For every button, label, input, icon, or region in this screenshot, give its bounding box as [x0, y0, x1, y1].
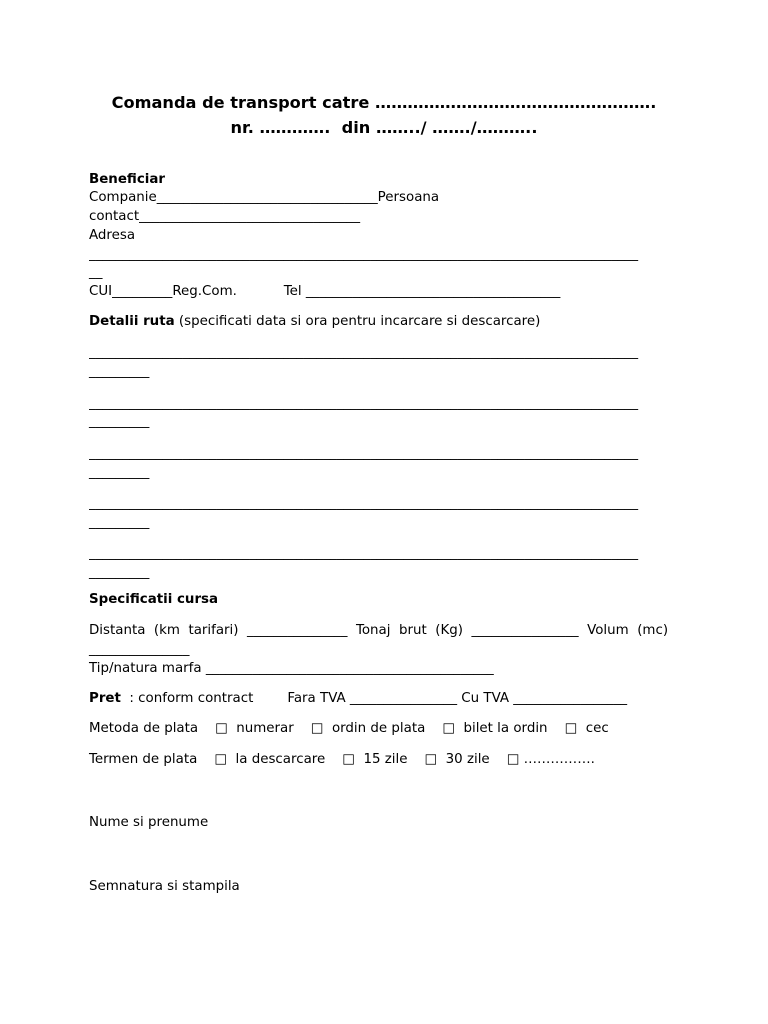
- route-row-4-tail[interactable]: _________: [89, 515, 150, 530]
- price-label: Pret: [89, 691, 121, 706]
- checkbox-bilet-la-ordin[interactable]: □: [442, 721, 455, 736]
- adresa-field-tail[interactable]: __: [89, 265, 103, 280]
- option-30-zile: 30 zile: [445, 752, 490, 767]
- route-details-note: (specificati data si ora pentru incarcare si descarcare): [174, 314, 541, 329]
- route-row-3-tail[interactable]: _________: [89, 465, 150, 480]
- form-title: Comanda de transport catre …………………………………………….: [111, 93, 657, 112]
- route-row-4[interactable]: __________________________________________________________________________________: [89, 496, 639, 511]
- price-field[interactable]: : conform contract Fara TVA ________________ Cu TVA _________________: [120, 691, 628, 706]
- volume-field-tail[interactable]: _______________: [89, 642, 190, 657]
- payment-method-label: Metoda de plata: [89, 721, 199, 736]
- route-row-2[interactable]: __________________________________________________________________________________: [89, 396, 639, 411]
- beneficiar-heading: Beneficiar: [89, 172, 165, 187]
- cargo-type-field[interactable]: Tip/natura marfa ___________________________________________: [89, 661, 494, 676]
- checkbox-30-zile[interactable]: □: [424, 752, 438, 767]
- signature-stamp-label: Semnatura si stampila: [89, 879, 240, 894]
- companie-field[interactable]: Companie_________________________________Persoana: [89, 190, 440, 205]
- option-ordin-de-plata: ordin de plata: [331, 721, 426, 736]
- route-row-1-tail[interactable]: _________: [89, 364, 150, 379]
- distance-weight-volume-field[interactable]: Distanta (km tarifari) _______________ Tonaj brut (Kg) ________________ Volum (mc): [89, 623, 669, 638]
- adresa-label: Adresa: [89, 228, 136, 243]
- option-la-descarcare: la descarcare: [235, 752, 326, 767]
- route-details-label: Detalii ruta: [89, 314, 175, 329]
- option-cec: cec: [585, 721, 609, 736]
- checkbox-numerar[interactable]: □: [215, 721, 228, 736]
- payment-term-label: Termen de plata: [89, 752, 198, 767]
- route-row-5-tail[interactable]: _________: [89, 565, 150, 580]
- route-row-1[interactable]: __________________________________________________________________________________: [89, 345, 639, 360]
- form-number-date: nr. …………. din ……../ ……./………..: [230, 118, 538, 137]
- checkbox-cec[interactable]: □: [564, 721, 578, 736]
- checkbox-15-zile[interactable]: □: [342, 752, 355, 767]
- option-15-zile: 15 zile: [363, 752, 408, 767]
- cui-regcom-tel-field[interactable]: CUI_________Reg.Com. Tel ______________________________________: [89, 284, 561, 299]
- name-label: Nume si prenume: [89, 815, 209, 830]
- route-row-3[interactable]: __________________________________________________________________________________: [89, 446, 639, 461]
- checkbox-ordin-de-plata[interactable]: □: [310, 721, 324, 736]
- option-other-term[interactable]: …………….: [523, 752, 595, 767]
- payment-term-row: [89, 751, 595, 769]
- checkbox-la-descarcare[interactable]: □: [214, 752, 228, 767]
- checkbox-other-term[interactable]: □: [506, 752, 520, 767]
- adresa-field[interactable]: __________________________________________________________________________________: [89, 247, 639, 262]
- trip-specs-heading: Specificatii cursa: [89, 592, 219, 607]
- route-details-heading: [89, 313, 540, 331]
- route-row-5[interactable]: __________________________________________________________________________________: [89, 546, 639, 561]
- contact-field[interactable]: contact_________________________________: [89, 209, 361, 224]
- option-bilet-la-ordin: bilet la ordin: [463, 721, 548, 736]
- payment-method-row: [89, 720, 609, 738]
- price-row: [89, 690, 627, 708]
- option-numerar: numerar: [236, 721, 294, 736]
- route-row-2-tail[interactable]: _________: [89, 414, 150, 429]
